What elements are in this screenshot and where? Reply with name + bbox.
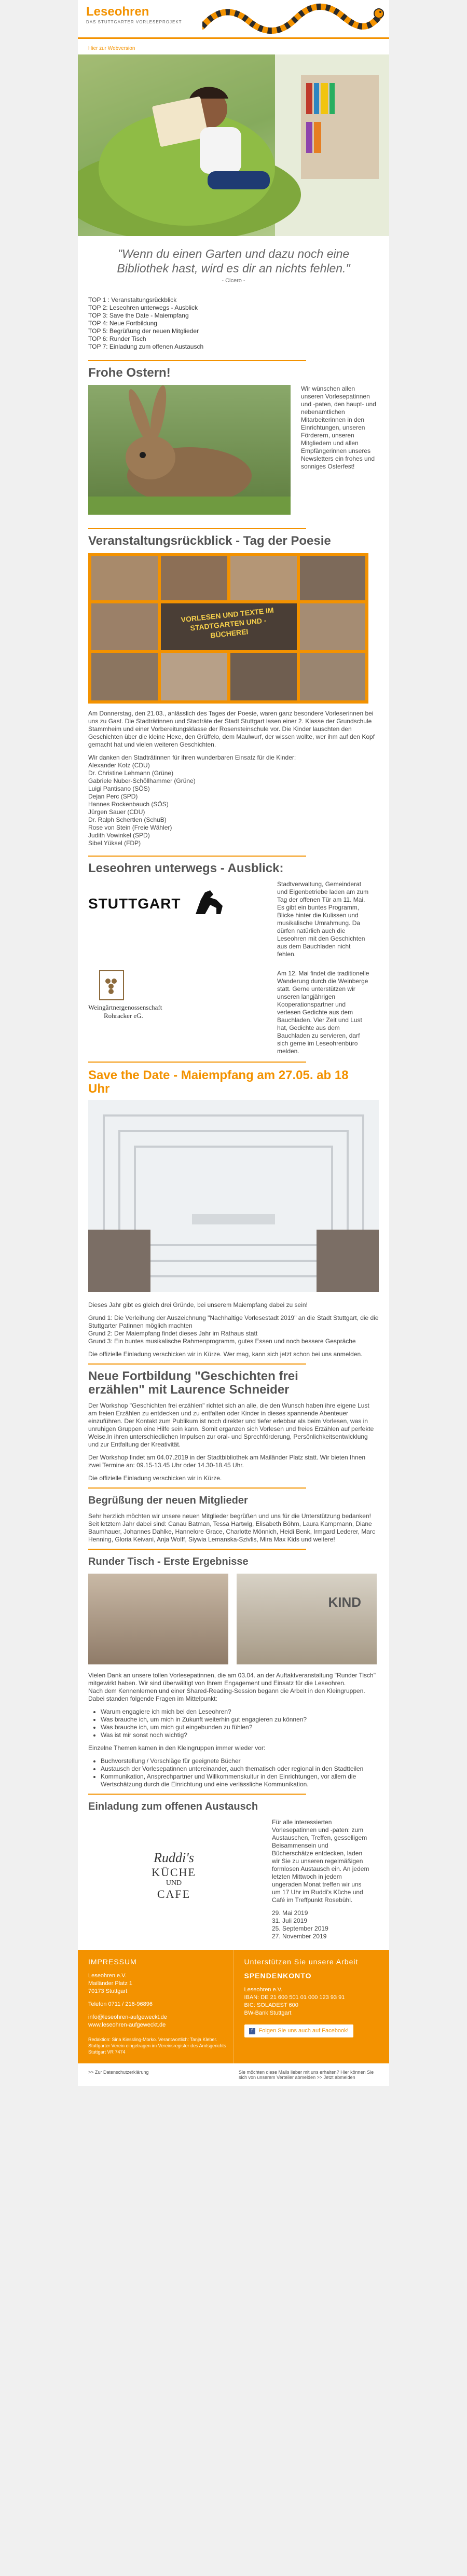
legal-text: Redaktion: Sina Kiessling-Morko. Verantwortlich: Tanja Kleber. Stuttgarter Verein eingetragen im Vereinsregister des Amtsgerichts Stuttgart VR 7474 (88, 2037, 226, 2055)
list-item: • Austausch der Vorlesepatinnen untereinander, auch thematisch oder regional in den Stadtteilen (101, 1765, 379, 1773)
easter-section (78, 366, 389, 529)
list-item: • Warum engagiere ich mich bei den Leseohren? (101, 1708, 379, 1716)
section-divider (88, 528, 306, 529)
round-table-photo-1 (88, 1574, 228, 1664)
exchange-text: Für alle interessierten Vorlesepatinnen und -paten: zum Austauschen, Treffen, gesselligem Beisammensein und Bücherschätze entdecken, laden wir Sie zu unseren regelmäßigen formlosen Austausch ein. An jedem letzten Mittwoch in jedem ungeraden Monat treffen wir uns um 17 Uhr im Ruddi's Küche und Café im Treffpunkt Rosebühl. (272, 1819, 369, 1904)
toc-item[interactable]: TOP 5: Begrüßung der neuen Mitglieder (88, 327, 199, 335)
outlook-section (78, 862, 389, 1063)
training-text-2: Der Workshop findet am 04.07.2019 in der Stadtbibliothek am Mailänder Platz statt. Wir bieten Ihnen zwei Termine an: 09.15-13.45 Uhr oder 14.30-18.45 Uhr. (88, 1454, 366, 1469)
library-illustration (88, 1100, 379, 1292)
list-item: • Buchvorstellung / Vorschläge für geeignete Bücher (101, 1757, 379, 1765)
section-title: Einladung zum offenen Austausch (88, 1801, 258, 1812)
list-item: Sibel Yüksel (FDP) (88, 839, 141, 847)
cafe-name-line-4: CAFE (157, 1888, 191, 1900)
impressum-line: 70173 Stuttgart (88, 1988, 128, 1994)
toc-item[interactable]: TOP 3: Save the Date - Maiempfang (88, 312, 189, 319)
table-of-contents (88, 296, 379, 351)
exchange-section (78, 1800, 389, 1950)
stuttgart-wordmark: STUTTGART (88, 896, 181, 912)
round-table-text-3: Einzelne Themen kamen in den Kleingruppen immer wieder vor: (88, 1744, 266, 1752)
facebook-button-label: Folgen Sie uns auch auf Facebook! (258, 2028, 349, 2034)
list-item: 31. Juli 2019 (272, 1917, 308, 1924)
unsubscribe-text[interactable]: Sie möchten diese Mails lieber mit uns erhalten? Hier können Sie sich von unserem Verteiler abmelden >> Jetzt abmelden (239, 2070, 374, 2080)
list-item: • Kommunikation, Ansprechpartner und Willkommenskultur in den Einrichtungen, vor allem die Wertschätzung durch die Einrichtung und eine verlässliche Kommunikation. (101, 1773, 379, 1788)
round-table-text-2: Nach dem Kennenlernen und einer Shared-Reading-Session begann die Arbeit in den Kleingruppen. Dabei standen folgende Fragen im Mittelpunkt: (88, 1687, 365, 1702)
photo-collage (88, 553, 368, 704)
section-divider (88, 1487, 306, 1489)
outlook-text-1: Stadtverwaltung, Gemeinderat und Eigenbetriebe laden am zum Tag der offenen Tür am 11. Mai. Es gibt ein buntes Programm, Blicke hinter die Kulissen und musikalische Umrahmung. Da dürfen natürlich auch die Leseohren mit den Geschichten aus dem Bauchladen nicht fehlen. (277, 880, 369, 958)
donation-line: Leseohren e.V. (244, 1987, 283, 1993)
save-date-reason-3: Grund 3: Ein buntes musikalische Rahmenprogramm, gutes Essen und noch bessere Gespräche (88, 1338, 356, 1345)
photo-sign: KIND (328, 1594, 361, 1610)
footer-bottom (78, 2063, 389, 2086)
impressum-title: IMPRESSUM (88, 1958, 137, 1966)
list-item: Dr. Christine Lehmann (Grüne) (88, 769, 174, 777)
round-table-photo-2 (237, 1574, 377, 1664)
footer (78, 1950, 389, 2063)
welcome-text: Sehr herzlich möchten wir unsere neuen Mitglieder begrüßen und uns für die Unterstützung bedanken! Seit letztem Jahr dabei sind: Canau Batman, Tessa Hartwig, Elisabeth Böhm, Laura Kampmann, Diane Baumhauer, Johannes Dahlke, Hannelore Grace, Charlotte Mönnich, Heidi Benk, Irmgard Lederer, Marc Henning, Gloria Keivani, Anja Wolff, Siywia Lemanska-Szivlis, Mira Max Kids und weitere! (88, 1512, 375, 1543)
training-text-1: Der Workshop "Geschichten frei erzählen" richtet sich an alle, die den Wunsch haben ihre eigene Lust am freien Erzählen zu entdecken und zu entfalten oder Kinder in dieses spannende Abenteuer einzuführen. Der Kontakt zum Publikum ist noch direkter und tiefer erlebbar als beim Vorlesen, was in unruhigen Gruppen eine Hilfe sein kann. Somit erganzen sich Vorlesen und freies Erzählen auf perfekte Weise.In ihren unterschiedlichen Impulsen zur oral- und Sprechförderung, Persönlichkeitsentwicklung und zur Entfaltung der Kreativität. (88, 1402, 374, 1448)
date-list (272, 1909, 370, 1940)
impressum-line: Mailänder Platz 1 (88, 1980, 132, 1987)
list-item: 27. November 2019 (272, 1933, 327, 1940)
list-item: • Was brauche ich, um mich in Zukunft weiterhin gut engagieren zu können? (101, 1716, 379, 1724)
review-thanks: Wir danken den Stadträtinnen für ihren wunderbaren Einsatz für die Kinder: (88, 754, 296, 761)
list-item: Dr. Ralph Schertlen (SchuB) (88, 816, 167, 823)
facebook-icon: f (249, 2028, 255, 2034)
donation-line: IBAN: DE 21 600 501 01 000 123 93 91 (244, 1994, 345, 2001)
reading-boy-illustration (78, 54, 389, 236)
winery-name-line-2: Rohracker eG. (104, 1012, 143, 1020)
toc-item[interactable]: TOP 7: Einladung zum offenen Austausch (88, 343, 204, 350)
welcome-section (78, 1494, 389, 1550)
section-divider (88, 1062, 306, 1063)
cafe-name-line-2: KÜCHE (152, 1866, 196, 1879)
toc-item[interactable]: TOP 6: Runder Tisch (88, 335, 146, 342)
list-item: Rose von Stein (Freie Wähler) (88, 824, 172, 831)
section-title: Save the Date - Maiempfang am 27.05. ab 18 Uhr (88, 1068, 349, 1096)
logo[interactable] (86, 5, 182, 24)
newsletter-container (78, 0, 389, 2086)
round-table-text-1: Vielen Dank an unsere tollen Vorlesepatinnen, die am 03.04. an der Auftaktveranstaltung "Runder Tisch" mitgewirkt haben. Wir sind überwältigt von Ihrem Engagement und Einsatz für die Leseohren. (88, 1672, 376, 1687)
training-section (78, 1370, 389, 1489)
save-date-note: Die offizielle Einladung verschicken wir in Kürze. Wer mag, kann sich jetzt schon bei uns anmelden. (88, 1351, 363, 1358)
section-divider (88, 1363, 306, 1365)
donation-line: BIC: SOLADEST 600 (244, 2002, 298, 2008)
list-item: Luigi Pantisano (SÖS) (88, 785, 150, 792)
list-item: Judith Vowinkel (SPD) (88, 832, 150, 839)
section-title: Leseohren unterwegs - Ausblick: (88, 861, 284, 875)
topic-list (101, 1757, 379, 1788)
support-title: Unterstützen Sie unsere Arbeit (244, 1958, 359, 1966)
list-item: Alexander Kotz (CDU) (88, 762, 150, 769)
outlook-text-2: Am 12. Mai findet die traditionelle Wanderung durch die Weinberge statt. Gerne unterstützen wir unseren langjährigen Kooperationspartner und verlesen Gedichte aus dem Bauchladen. Vier Zeit und Lust hat, Gedichte aus dem Bauchladen zu servieren, darf sich gerne im Leseohrenbüro melden. (277, 970, 369, 1055)
header (78, 0, 389, 39)
grapes-icon (99, 970, 125, 1001)
save-date-intro: Dieses Jahr gibt es gleich drei Gründe, bei unserem Maiempfang dabei zu sein! (88, 1301, 308, 1308)
toc-item[interactable]: TOP 1 : Veranstaltungsrückblick (88, 296, 177, 304)
list-item: 29. Mai 2019 (272, 1909, 308, 1917)
collage-caption: VORLESEN UND TEXTE IM STADTGARTEN UND -BÜCHEREI (180, 605, 274, 640)
section-divider (88, 360, 306, 361)
stuttgart-logo (88, 880, 265, 927)
review-section (78, 534, 389, 857)
section-title: Veranstaltungsrückblick - Tag der Poesie (88, 534, 331, 548)
toc-item[interactable]: TOP 4: Neue Fortbildung (88, 320, 157, 327)
training-note: Die offizielle Einladung verschicken wir in Kürze. (88, 1475, 222, 1482)
save-date-reason-1: Grund 1: Die Verleihung der Auszeichnung "Nachhaltige Vorlesestadt 2019" an die Stadt Stuttgart, die die Stuttgarter Patinnen möglich machten (88, 1314, 379, 1329)
section-divider (88, 1549, 306, 1550)
facebook-button[interactable] (244, 2024, 353, 2037)
list-item: Gabriele Nuber-Schöllhammer (Grüne) (88, 777, 196, 784)
list-item: Dejan Perc (SPD) (88, 793, 138, 800)
winery-name-line-1: Weingärtnergenossenschaft (88, 1003, 162, 1011)
easter-text: Wir wünschen allen unseren Vorlesepatinnen und -paten, den haupt- und nebenamtlichen Mitarbeiterinnen in den Einrichtungen, unseren Förderern, unseren Mitgliedern und allen Empfängerinnen unseres Newsletters ein frohes und sonniges Osterfest! (301, 385, 376, 470)
list-item: 25. September 2019 (272, 1925, 328, 1932)
horse-icon (189, 888, 231, 919)
section-title: Frohe Ostern! (88, 366, 171, 380)
list-item: • Was ist mir sonst noch wichtig? (101, 1731, 379, 1739)
hero-photo (78, 54, 389, 236)
privacy-link[interactable]: >> Zur Datenschutzerklärung (88, 2070, 149, 2075)
donation-title: SPENDENKONTO (244, 1972, 312, 1980)
section-title: Neue Fortbildung "Geschichten frei erzählen" mit Laurence Schneider (88, 1369, 298, 1397)
web-version-link[interactable]: Hier zur Webversion (88, 46, 135, 51)
rabbit-photo (88, 385, 291, 515)
list-item: • Was brauche ich, um mich gut eingebunden zu fühlen? (101, 1724, 379, 1731)
impressum-line: Leseohren e.V. (88, 1973, 127, 1979)
donation-line: BW-Bank Stuttgart (244, 2010, 292, 2016)
review-text: Am Donnerstag, den 21.03., anlässlich des Tages der Poesie, waren ganz besondere Vorleserinnen bei uns zu Gast. Die Stadträtinnen und Stadträte der Stadt Stuttgart lasen einer 2. Klasse der Grundschule Stammheim und einer Vorbereitungsklasse der Rosensteinschule vor. Die Kinder lauschten den Geschichten über die kleine Hexe, den Grüffelo, dem Maulwurf, der wissen wollte, wer ihm auf den Kopf gemacht hat und vielen weiteren Geschichten. (88, 710, 375, 748)
toc-item[interactable]: TOP 2: Leseohren unterwegs - Ausblick (88, 304, 198, 311)
cafe-name-line-3: UND (166, 1879, 182, 1887)
logo-title: Leseohren (86, 5, 149, 19)
cafe-logo (88, 1819, 259, 1933)
save-the-date-section (78, 1069, 389, 1365)
section-divider (88, 856, 306, 857)
quote-author: - Cicero - (222, 278, 245, 284)
impressum-column (78, 1950, 234, 2063)
rabbit-illustration (88, 385, 291, 515)
logo-subtitle: DAS STUTTGARTER VORLESEPROJEKT (86, 20, 182, 24)
impressum-phone: Telefon 0711 / 216-96896 (88, 2001, 153, 2007)
list-item: Jürgen Sauer (CDU) (88, 808, 145, 816)
snake-illustration (202, 3, 384, 34)
quote-text: "Wenn du einen Garten und dazu noch eine Bibliothek hast, wird es dir an nichts fehlen." (117, 247, 350, 275)
section-divider (88, 1794, 306, 1795)
library-photo (88, 1100, 379, 1292)
impressum-email[interactable]: info@leseohren-aufgeweckt.de (88, 2014, 167, 2020)
list-item: Hannes Rockenbauch (SÖS) (88, 801, 169, 808)
round-table-section (78, 1555, 389, 1795)
support-column (234, 1950, 390, 2063)
section-title: Begrüßung der neuen Mitglieder (88, 1495, 248, 1506)
winery-logo (88, 970, 265, 1027)
city-council-list (88, 762, 379, 847)
cafe-name-line-1: Ruddi's (154, 1850, 194, 1865)
save-date-reason-2: Grund 2: Der Maiempfang findet dieses Jahr im Rathaus statt (88, 1330, 258, 1337)
impressum-website[interactable]: www.leseohren-aufgeweckt.de (88, 2022, 166, 2028)
question-list (101, 1708, 379, 1739)
section-title: Runder Tisch - Erste Ergebnisse (88, 1556, 249, 1567)
